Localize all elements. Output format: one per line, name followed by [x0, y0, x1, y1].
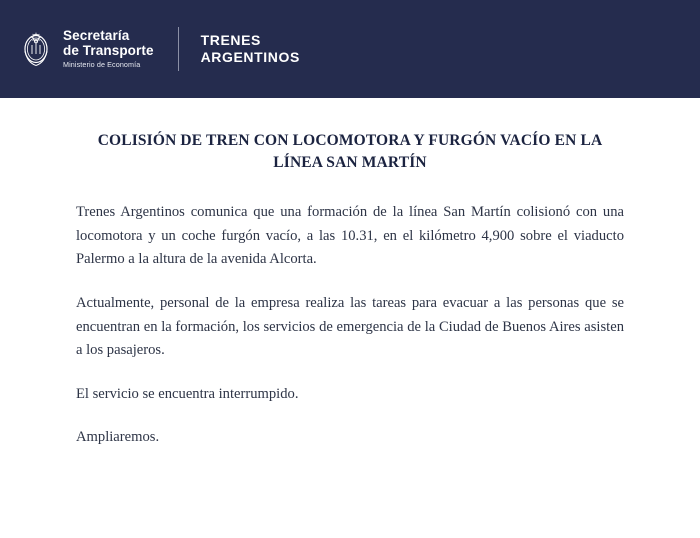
article-paragraph: Actualmente, personal de la empresa realiza las tareas para evacuar a las personas que se encuentran en la formación, los servicios de emergencia de la Ciudad de Buenos Aires asisten a los pasajeros.	[76, 294, 624, 359]
gov-line-3: Ministerio de Economía	[63, 60, 141, 70]
brand-line-2: ARGENTINOS	[200, 49, 300, 65]
government-brand[interactable]	[18, 29, 154, 69]
page-title: COLISIÓN DE TREN CON LOCOMOTORA Y FURGÓN VACÍO EN LA LÍNEA SAN MARTÍN	[97, 132, 603, 172]
article-body	[0, 98, 700, 450]
government-wordmark	[63, 29, 154, 69]
header-divider	[178, 27, 179, 71]
brand-line-1: TRENES	[200, 31, 261, 48]
gov-line-2: de Transporte	[63, 42, 154, 58]
argentina-coat-of-arms-icon	[18, 29, 54, 69]
gov-line-1: Secretaría	[63, 28, 130, 44]
article-paragraph: Trenes Argentinos comunica que una formación de la línea San Martín colisionó con una locomotora y un coche furgón vacío, a las 10.31, en el kilómetro 4,900 sobre el viaducto Palermo a la altura de la avenida Alcorta.	[76, 203, 624, 268]
article-paragraph: El servicio se encuentra interrumpido.	[76, 385, 299, 402]
site-header	[0, 0, 700, 98]
article-paragraph: Ampliaremos.	[76, 429, 160, 446]
trenes-argentinos-logo[interactable]	[201, 32, 300, 66]
